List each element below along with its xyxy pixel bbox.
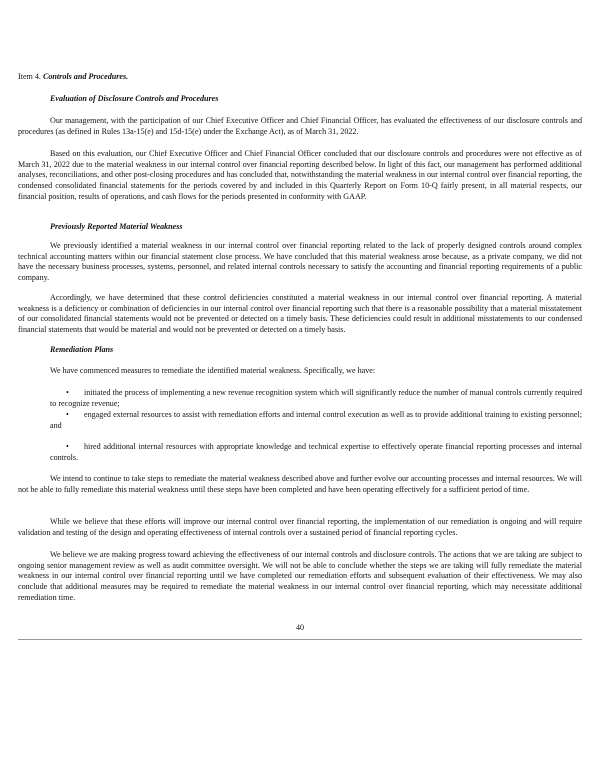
item-title: Controls and Procedures. bbox=[42, 72, 129, 81]
bullet-item: • initiated the process of implementing a new revenue recognition system which will significantly reduce the number of manual controls currently required to recognize revenue; bbox=[50, 388, 582, 408]
paragraph: We previously identified a material weakness in our internal control over financial reporting related to the lack of properly designed controls around complex technical accounting matters within our financial statement close process. We have concluded that this material weakness arose because, as a private company, we did not have the necessary business processes, systems, personnel, and related internal controls necessary to satisfy the accounting and financial reporting requirements of a public company. bbox=[18, 241, 582, 283]
item-number: Item 4. bbox=[18, 72, 41, 81]
bullet-icon: • bbox=[66, 388, 69, 397]
paragraph: We believe we are making progress toward achieving the effectiveness of our internal controls and disclosure controls. The actions that we are taking are subject to ongoing senior management review as well as audit committee oversight. We will not be able to conclude whether the steps we are taking will fully remediate the material weakness in our internal control over financial reporting until we have completed our remediation efforts and subsequent evaluation of their effectiveness. We may also conclude that additional measures may be required to remediate the material weakness in our internal control over financial reporting, which may necessitate additional remediation time. bbox=[18, 550, 582, 602]
page-divider bbox=[18, 639, 582, 640]
paragraph: Our management, with the participation of our Chief Executive Officer and Chief Financial Officer, has evaluated the effectiveness of our disclosure controls and procedures (as defined in Rules 13a-15(e) and 15d-15(e) under the Exchange Act), as of March 31, 2022. bbox=[18, 116, 582, 136]
paragraph: We have commenced measures to remediate the identified material weakness. Specifically, we have: bbox=[50, 366, 376, 375]
paragraph: Based on this evaluation, our Chief Executive Officer and Chief Financial Officer concluded that our disclosure controls and procedures were not effective as of March 31, 2022 due to the material weakness in our internal control over financial reporting described below. In light of this fact, our management has performed additional analyses, reconciliations, and other post-closing procedures and has concluded that, notwithstanding the material weakness in our internal control over financial reporting, the condensed consolidated financial statements for the periods covered by and included in this Quarterly Report on Form 10-Q fairly present, in all material respects, our financial position, results of operations, and cash flows for the periods presented in conformity with GAAP. bbox=[18, 149, 582, 201]
bullet-icon: • bbox=[66, 442, 69, 451]
paragraph: While we believe that these efforts will improve our internal control over financial reporting, the implementation of our remediation is ongoing and will require validation and testing of the design and operating effectiveness of internal controls over a sustained period of financial reporting cycles. bbox=[18, 517, 582, 537]
page-number: 40 bbox=[295, 623, 305, 632]
bullet-icon: • bbox=[66, 410, 69, 419]
bullet-item: • hired additional internal resources with appropriate knowledge and technical expertise to effectively operate financial reporting processes and internal controls. bbox=[50, 442, 582, 462]
section-heading-previous: Previously Reported Material Weakness bbox=[50, 222, 183, 231]
section-heading-remediation: Remediation Plans bbox=[50, 345, 114, 354]
paragraph: We intend to continue to take steps to remediate the material weakness described above and further evolve our accounting processes and internal resources. We will not be able to fully remediate this material weakness until these steps have been completed and have been operating effectively for a sufficient period of time. bbox=[18, 474, 582, 494]
bullet-item: • engaged external resources to assist with remediation efforts and internal control execution as well as to provide additional training to existing personnel; and bbox=[50, 410, 582, 430]
section-heading-evaluation: Evaluation of Disclosure Controls and Procedures bbox=[50, 94, 219, 103]
item-heading bbox=[18, 72, 582, 83]
paragraph: Accordingly, we have determined that these control deficiencies constituted a material weakness in our internal control over financial reporting. A material weakness is a deficiency or combination of deficiencies in our internal control over financial reporting such that there is a reasonable possibility that a material misstatement of our consolidated financial statements would not be prevented or detected on a timely basis. These deficiencies could result in additional misstatements to our condensed financial statements that would be material and would not be prevented or detected on a timely basis. bbox=[18, 293, 582, 335]
